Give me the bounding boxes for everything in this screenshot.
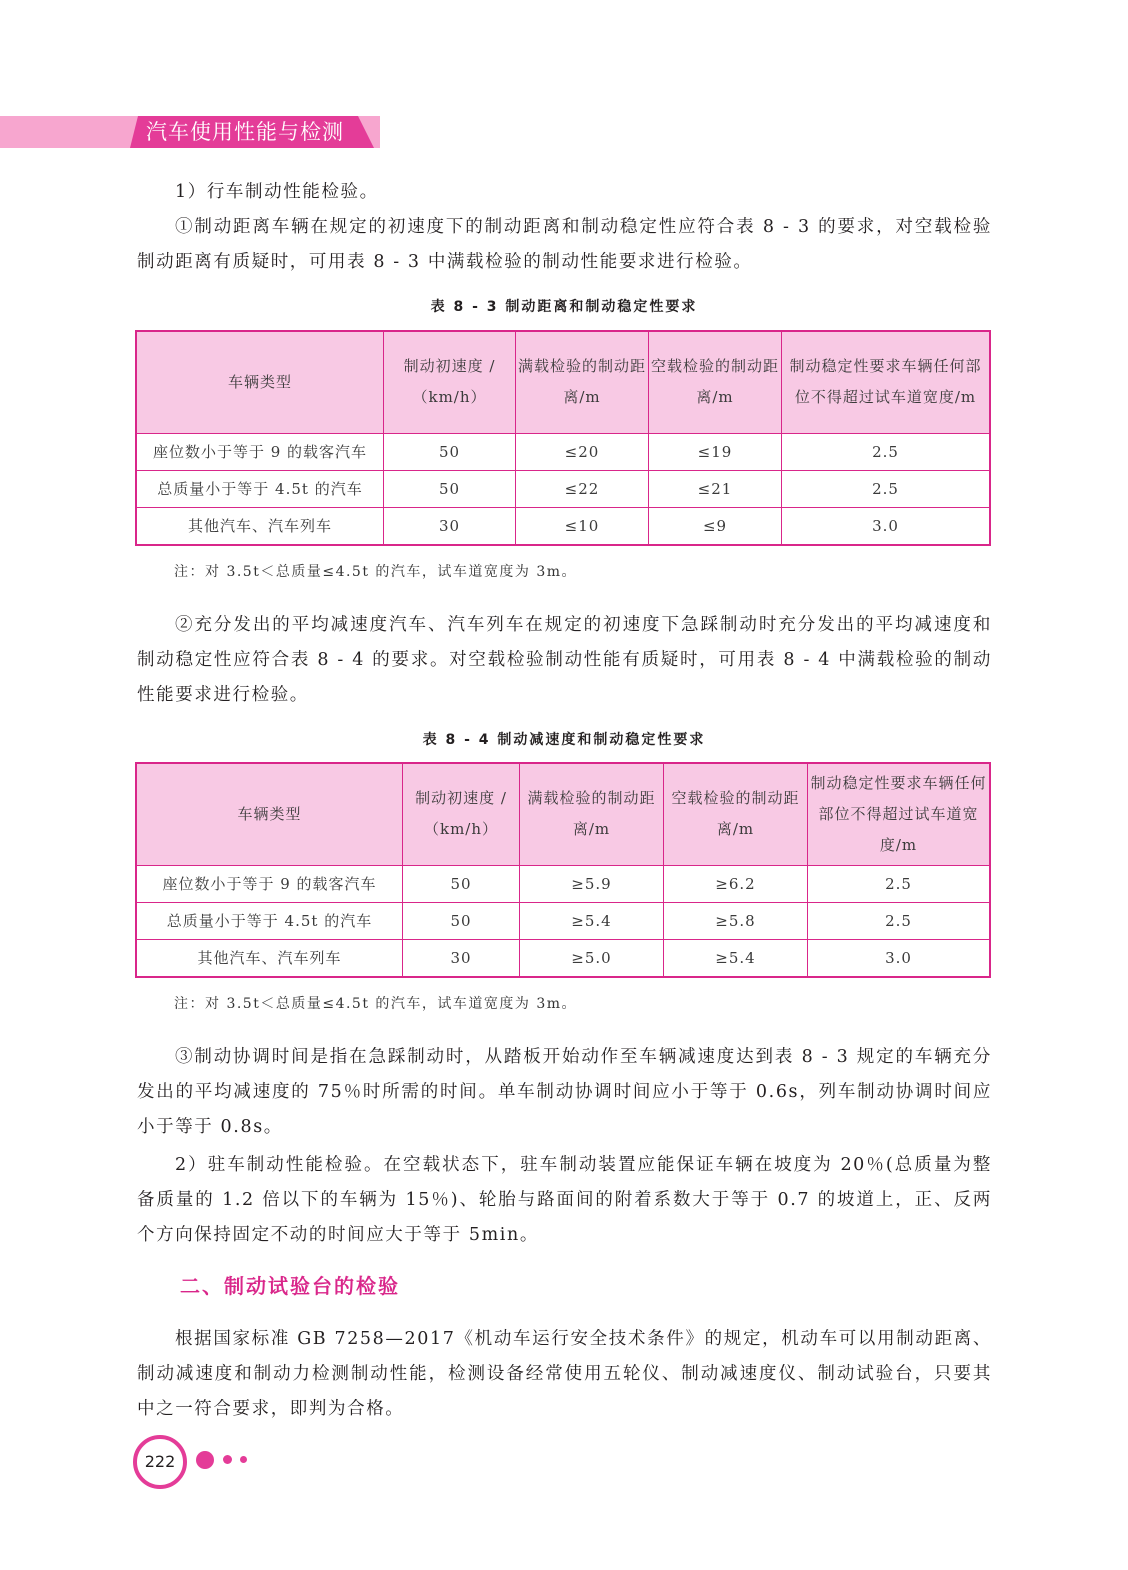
table-cell: 总质量小于等于 4.5t 的汽车 [136, 470, 384, 507]
table-cell: 总质量小于等于 4.5t 的汽车 [136, 902, 403, 939]
table-header-cell: 空载检验的制动距离/m [664, 763, 808, 865]
table-cell: ≥5.0 [520, 939, 664, 977]
decorative-dot [196, 1451, 214, 1469]
table-cell: ≥5.8 [664, 902, 808, 939]
table-header-cell: 制动稳定性要求车辆任何部位不得超过试车道宽度/m [782, 331, 991, 433]
table-cell: ≤9 [649, 507, 782, 545]
table-header-cell: 制动稳定性要求车辆任何部位不得超过试车道宽度/m [808, 763, 991, 865]
table-cell: 2.5 [782, 470, 991, 507]
decorative-dot [223, 1455, 232, 1464]
table-cell: 座位数小于等于 9 的载客汽车 [136, 865, 403, 902]
table-row [136, 865, 990, 902]
table-header-cell: 满载检验的制动距离/m [520, 763, 664, 865]
table-cell: ≤21 [649, 470, 782, 507]
table-row [136, 902, 990, 939]
table-cell: 30 [403, 939, 520, 977]
table-braking-deceleration [135, 762, 991, 978]
paragraph-braking-distance: ①制动距离车辆在规定的初速度下的制动距离和制动稳定性应符合表 8 - 3 的要求，对空载检验制动距离有质疑时，可用表 8 - 3 中满载检验的制动性能要求进行检验。 [137, 217, 992, 272]
table-row [136, 507, 990, 545]
table-cell: ≤20 [516, 433, 649, 470]
table-header-cell: 满载检验的制动距离/m [516, 331, 649, 433]
table-cell: 其他汽车、汽车列车 [136, 507, 384, 545]
table-cell: ≥5.4 [664, 939, 808, 977]
table-cell: 30 [384, 507, 516, 545]
table-cell: 50 [403, 865, 520, 902]
paragraph-service-brake: 1）行车制动性能检验。 [175, 182, 379, 202]
table-row [136, 433, 990, 470]
decorative-dot [240, 1456, 247, 1463]
paragraph-test-bench: 根据国家标准 GB 7258—2017《机动车运行安全技术条件》的规定，机动车可以用制动距离、制动减速度和制动力检测制动性能，检测设备经常使用五轮仪、制动减速度仪、制动试验台，只要其中之一符合要求，即判为合格。 [137, 1329, 992, 1419]
table-cell: 2.5 [782, 433, 991, 470]
paragraph-coordination-time: ③制动协调时间是指在急踩制动时，从踏板开始动作至车辆减速度达到表 8 - 3 规定的车辆充分发出的平均减速度的 75％时所需的时间。单车制动协调时间应小于等于 0.6s，列车制动协调时间应小于等于 0.8s。 [137, 1047, 992, 1137]
table-cell: ≤10 [516, 507, 649, 545]
paragraph-parking-brake: 2）驻车制动性能检验。在空载状态下，驻车制动装置应能保证车辆在坡度为 20％(总质量为整备质量的 1.2 倍以下的车辆为 15％)、轮胎与路面间的附着系数大于等于 0.7 的坡道上，正、反两个方向保持固定不动的时间应大于等于 5min。 [137, 1155, 992, 1245]
table-cell: 50 [384, 433, 516, 470]
table-cell: 50 [384, 470, 516, 507]
table-cell: 其他汽车、汽车列车 [136, 939, 403, 977]
table-braking-distance [135, 330, 991, 546]
table-cell: 座位数小于等于 9 的载客汽车 [136, 433, 384, 470]
table-header-cell: 制动初速度 /（km/h） [403, 763, 520, 865]
table-cell: ≤22 [516, 470, 649, 507]
table-cell: 3.0 [782, 507, 991, 545]
table-cell: ≤19 [649, 433, 782, 470]
table-cell: 3.0 [808, 939, 991, 977]
table-caption: 表 8 - 4 制动减速度和制动稳定性要求 [422, 732, 706, 748]
page-number: 222 [133, 1435, 187, 1489]
table-header-cell: 空载检验的制动距离/m [649, 331, 782, 433]
paragraph-mean-deceleration: ②充分发出的平均减速度汽车、汽车列车在规定的初速度下急踩制动时充分发出的平均减速度和制动稳定性应符合表 8 - 4 的要求。对空载检验制动性能有质疑时，可用表 8 - 4 中满载检验的制动性能要求进行检验。 [137, 615, 992, 705]
table-header-cell: 车辆类型 [136, 331, 384, 433]
table-cell: ≥5.4 [520, 902, 664, 939]
table-note: 注：对 3.5t＜总质量≤4.5t 的汽车，试车道宽度为 3m。 [174, 996, 578, 1012]
table-header-cell: 制动初速度 /（km/h） [384, 331, 516, 433]
table-caption: 表 8 - 3 制动距离和制动稳定性要求 [430, 299, 698, 315]
table-row [136, 470, 990, 507]
table-row [136, 939, 990, 977]
section-heading: 二、制动试验台的检验 [180, 1274, 400, 1298]
table-cell: 50 [403, 902, 520, 939]
table-cell: 2.5 [808, 902, 991, 939]
table-note: 注：对 3.5t＜总质量≤4.5t 的汽车，试车道宽度为 3m。 [174, 564, 578, 580]
table-cell: 2.5 [808, 865, 991, 902]
table-cell: ≥5.9 [520, 865, 664, 902]
table-header-cell: 车辆类型 [136, 763, 403, 865]
book-title: 汽车使用性能与检测 [146, 120, 344, 144]
table-cell: ≥6.2 [664, 865, 808, 902]
